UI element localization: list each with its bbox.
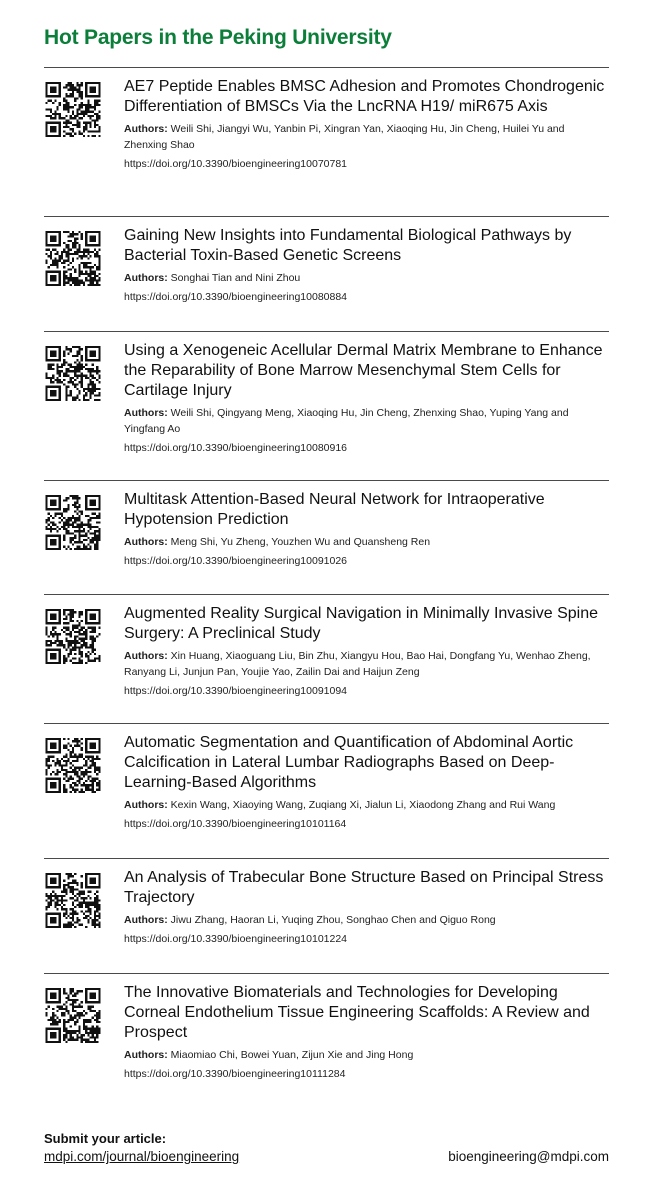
- authors-label: Authors:: [124, 407, 168, 419]
- article-content: [124, 226, 609, 305]
- article-authors: [124, 121, 609, 153]
- article-doi-link[interactable]: https://doi.org/10.3390/bioengineering10070781: [124, 158, 348, 170]
- authors-names: Songhai Tian and Nini Zhou: [170, 272, 301, 284]
- authors-label: Authors:: [124, 1049, 168, 1061]
- article-item: [44, 67, 609, 170]
- authors-label: Authors:: [124, 650, 168, 662]
- qr-code-icon[interactable]: [44, 738, 102, 793]
- qr-code-icon[interactable]: [44, 82, 102, 137]
- article-doi-link[interactable]: https://doi.org/10.3390/bioengineering10111284: [124, 1068, 346, 1080]
- article-doi-link[interactable]: https://doi.org/10.3390/bioengineering10080884: [124, 291, 348, 303]
- article-doi-link[interactable]: https://doi.org/10.3390/bioengineering10080916: [124, 442, 348, 454]
- article-content: [124, 490, 609, 569]
- article-doi-link[interactable]: https://doi.org/10.3390/bioengineering10101164: [124, 818, 347, 830]
- article-authors: [124, 912, 609, 928]
- article-doi-link[interactable]: https://doi.org/10.3390/bioengineering10091026: [124, 555, 348, 567]
- article-item: [44, 480, 609, 567]
- authors-names: Kexin Wang, Xiaoying Wang, Zuqiang Xi, Jialun Li, Xiaodong Zhang and Rui Wang: [170, 799, 556, 811]
- article-authors: [124, 405, 609, 437]
- article-authors: [124, 648, 609, 680]
- qr-code-icon[interactable]: [44, 346, 102, 401]
- article-authors: [124, 1047, 609, 1063]
- authors-label: Authors:: [124, 536, 168, 548]
- article-content: [124, 868, 609, 947]
- submit-label: Submit your article:: [44, 1131, 167, 1146]
- authors-label: Authors:: [124, 799, 168, 811]
- authors-names: Xin Huang, Xiaoguang Liu, Bin Zhu, Xiangyu Hou, Bao Hai, Dongfang Yu, Wenhao Zheng, Ranyang Li, Junjun Pan, Youjie Yao, Zailin Dai and Haijun Zeng: [124, 650, 591, 678]
- article-authors: [124, 270, 609, 286]
- authors-names: Meng Shi, Yu Zheng, Youzhen Wu and Quansheng Ren: [170, 536, 431, 548]
- article-item: [44, 216, 609, 303]
- article-title[interactable]: Multitask Attention-Based Neural Network for Intraoperative Hypotension Prediction: [124, 491, 545, 528]
- article-title[interactable]: Automatic Segmentation and Quantification of Abdominal Aortic Calcification in Lateral Lumbar Radiographs Based on Deep-Learning-Based Algorithms: [124, 734, 574, 791]
- authors-names: Jiwu Zhang, Haoran Li, Yuqing Zhou, Songhao Chen and Qiguo Rong: [170, 914, 496, 926]
- page-title: Hot Papers in the Peking University: [44, 26, 392, 49]
- authors-names: Weili Shi, Qingyang Meng, Xiaoqing Hu, Jin Cheng, Zhenxing Shao, Yuping Yang and Yingfang Ao: [124, 407, 569, 435]
- authors-names: Weili Shi, Jiangyi Wu, Yanbin Pi, Xingran Yan, Xiaoqing Hu, Jin Cheng, Huilei Yu and Zhenxing Shao: [124, 123, 565, 151]
- authors-label: Authors:: [124, 914, 168, 926]
- authors-names: Miaomiao Chi, Bowei Yuan, Zijun Xie and Jing Hong: [170, 1049, 414, 1061]
- article-content: [124, 983, 609, 1082]
- article-doi-link[interactable]: https://doi.org/10.3390/bioengineering10091094: [124, 685, 348, 697]
- article-item: [44, 973, 609, 1080]
- authors-label: Authors:: [124, 272, 168, 284]
- qr-code-icon[interactable]: [44, 988, 102, 1043]
- article-title[interactable]: The Innovative Biomaterials and Technologies for Developing Corneal Endothelium Tissue Engineering Scaffolds: A Review and Prospect: [124, 984, 590, 1041]
- article-title[interactable]: AE7 Peptide Enables BMSC Adhesion and Promotes Chondrogenic Differentiation of BMSCs Via the LncRNA H19/ miR675 Axis: [124, 78, 605, 115]
- authors-label: Authors:: [124, 123, 168, 135]
- article-item: [44, 723, 609, 830]
- article-content: [124, 733, 609, 832]
- article-authors: [124, 797, 609, 813]
- article-item: [44, 331, 609, 454]
- contact-email[interactable]: bioengineering@mdpi.com: [448, 1149, 609, 1164]
- article-content: [124, 341, 609, 456]
- article-content: [124, 77, 609, 172]
- article-content: [124, 604, 609, 699]
- qr-code-icon[interactable]: [44, 873, 102, 928]
- article-title[interactable]: Using a Xenogeneic Acellular Dermal Matrix Membrane to Enhance the Reparability of Bone Marrow Mesenchymal Stem Cells for Cartilage Injury: [124, 342, 603, 399]
- article-item: [44, 594, 609, 697]
- article-authors: [124, 534, 609, 550]
- qr-code-icon[interactable]: [44, 231, 102, 286]
- article-title[interactable]: Augmented Reality Surgical Navigation in Minimally Invasive Spine Surgery: A Preclinical Study: [124, 605, 599, 642]
- article-item: [44, 858, 609, 945]
- qr-code-icon[interactable]: [44, 495, 102, 550]
- article-doi-link[interactable]: https://doi.org/10.3390/bioengineering10101224: [124, 933, 348, 945]
- article-title[interactable]: An Analysis of Trabecular Bone Structure Based on Principal Stress Trajectory: [124, 869, 604, 906]
- article-title[interactable]: Gaining New Insights into Fundamental Biological Pathways by Bacterial Toxin-Based Genetic Screens: [124, 227, 572, 264]
- qr-code-icon[interactable]: [44, 609, 102, 664]
- journal-link[interactable]: mdpi.com/journal/bioengineering: [44, 1149, 240, 1164]
